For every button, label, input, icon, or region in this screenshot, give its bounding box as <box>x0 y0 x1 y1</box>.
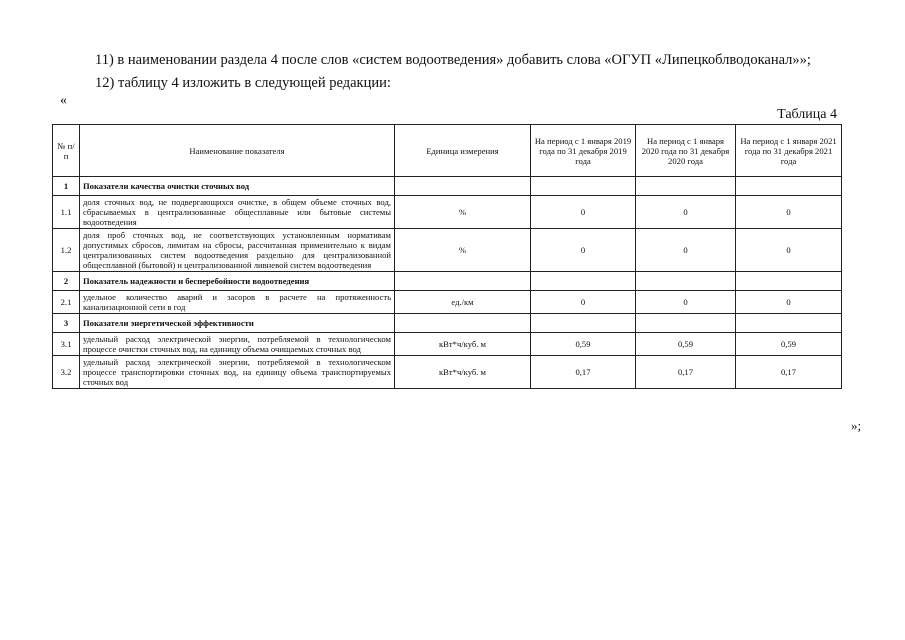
table-row <box>53 333 842 356</box>
cell-2020 <box>636 177 736 196</box>
table-section-row <box>53 314 842 333</box>
table-section-row <box>53 177 842 196</box>
cell-unit <box>395 177 531 196</box>
cell-unit <box>395 272 531 291</box>
header-name: Наименование показателя <box>80 125 395 177</box>
cell-unit: % <box>395 229 531 272</box>
cell-num: 3.2 <box>53 356 80 389</box>
cell-name: Показатель надежности и бесперебойности водоотведения <box>80 272 395 291</box>
table-section-row <box>53 272 842 291</box>
cell-num: 2.1 <box>53 291 80 314</box>
cell-2021 <box>736 314 842 333</box>
cell-2019: 0,17 <box>531 356 636 389</box>
cell-unit: ед./км <box>395 291 531 314</box>
cell-2020: 0 <box>636 196 736 229</box>
cell-num: 1.1 <box>53 196 80 229</box>
cell-unit <box>395 314 531 333</box>
header-num: № п/п <box>53 125 80 177</box>
cell-2020 <box>636 272 736 291</box>
table-row <box>53 356 842 389</box>
cell-name: доля сточных вод, не подвергающихся очистке, в общем объеме сточных вод, сбрасываемых в централизованные общесплавные или бытовые системы водоотведения <box>80 196 395 229</box>
cell-2019: 0,59 <box>531 333 636 356</box>
table-row <box>53 291 842 314</box>
cell-num: 1 <box>53 177 80 196</box>
cell-2019: 0 <box>531 291 636 314</box>
cell-2021: 0 <box>736 196 842 229</box>
paragraph-11: 11) в наименовании раздела 4 после слов «систем водоотведения» добавить слова «ОГУП «Липецкоблводоканал»»; <box>95 52 811 68</box>
cell-name: удельный расход электрической энергии, потребляемой в технологическом процессе очистки сточных вод, на единицу объема очищаемых сточных вод <box>80 333 395 356</box>
cell-2021: 0 <box>736 229 842 272</box>
header-period-2019: На период с 1 января 2019 года по 31 декабря 2019 года <box>531 125 636 177</box>
cell-2019 <box>531 177 636 196</box>
table-row <box>53 196 842 229</box>
cell-2021 <box>736 177 842 196</box>
cell-num: 1.2 <box>53 229 80 272</box>
cell-name: доля проб сточных вод, не соответствующих установленным нормативам допустимых сбросов, лимитам на сбросы, рассчитанная применительно к видам централизованных систем водоотведения раздельно для централизованной общесплавной (бытовой) и централизованной ливневой систем водоотведения <box>80 229 395 272</box>
table-row <box>53 229 842 272</box>
opening-quote-mark: « <box>60 93 67 108</box>
cell-2020: 0 <box>636 229 736 272</box>
cell-2019 <box>531 314 636 333</box>
cell-2019 <box>531 272 636 291</box>
table-caption: Таблица 4 <box>777 107 837 122</box>
table-header-row <box>53 125 842 177</box>
cell-2020: 0,17 <box>636 356 736 389</box>
cell-2021: 0,59 <box>736 333 842 356</box>
cell-num: 2 <box>53 272 80 291</box>
cell-2020 <box>636 314 736 333</box>
header-period-2021: На период с 1 января 2021 года по 31 декабря 2021 года <box>736 125 842 177</box>
cell-num: 3.1 <box>53 333 80 356</box>
cell-2020: 0 <box>636 291 736 314</box>
cell-name: удельный расход электрической энергии, потребляемой в технологическом процессе транспортировки сточных вод, на единицу объема транспортируемых сточных вод <box>80 356 395 389</box>
cell-name: Показатели энергетической эффективности <box>80 314 395 333</box>
cell-unit: кВт*ч/куб. м <box>395 333 531 356</box>
indicators-table <box>52 124 842 389</box>
cell-2021 <box>736 272 842 291</box>
header-period-2020: На период с 1 января 2020 года по 31 декабря 2020 года <box>636 125 736 177</box>
cell-2021: 0,17 <box>736 356 842 389</box>
cell-2019: 0 <box>531 196 636 229</box>
cell-2019: 0 <box>531 229 636 272</box>
cell-name: удельное количество аварий и засоров в расчете на протяженность канализационной сети в год <box>80 291 395 314</box>
paragraph-12: 12) таблицу 4 изложить в следующей редакции: <box>95 75 391 91</box>
cell-name: Показатели качества очистки сточных вод <box>80 177 395 196</box>
cell-2020: 0,59 <box>636 333 736 356</box>
header-unit: Единица измерения <box>395 125 531 177</box>
cell-unit: % <box>395 196 531 229</box>
table-body <box>53 177 842 389</box>
cell-2021: 0 <box>736 291 842 314</box>
closing-quote-mark: »; <box>851 418 862 433</box>
cell-num: 3 <box>53 314 80 333</box>
cell-unit: кВт*ч/куб. м <box>395 356 531 389</box>
